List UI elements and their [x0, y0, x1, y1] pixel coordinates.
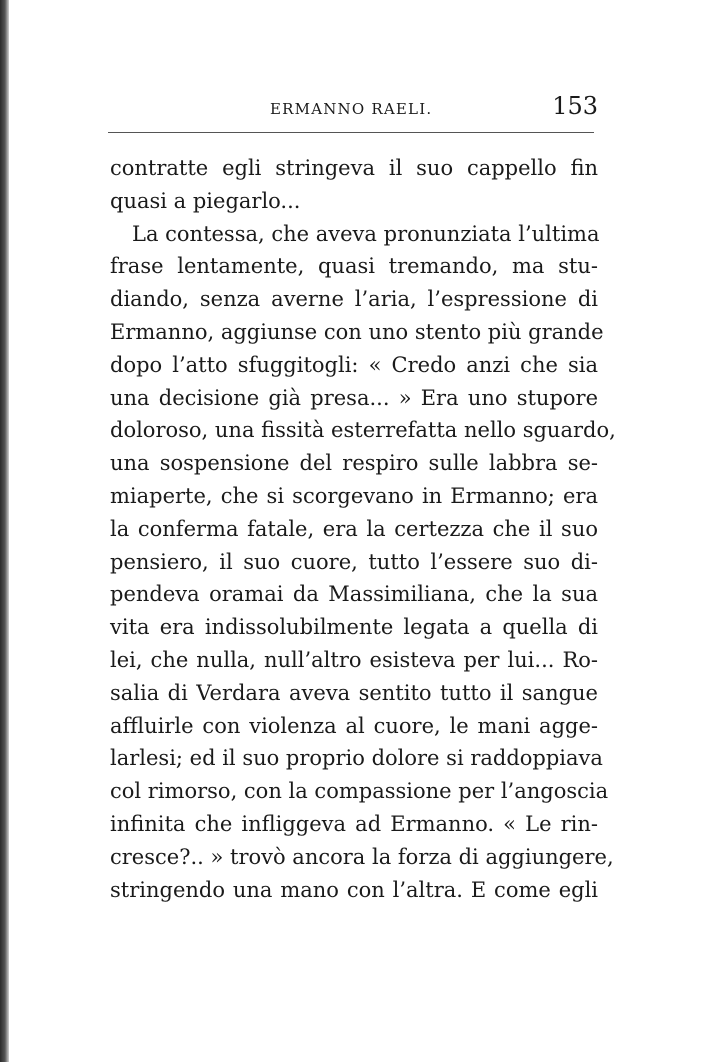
- text-line: lei, che nulla, null’altro esisteva per lui... Ro-: [110, 647, 598, 672]
- text-line: la conferma fatale, era la certezza che il suo: [110, 516, 598, 541]
- body-text: [110, 152, 616, 906]
- text-line: dopo l’atto sfuggitogli: « Credo anzi che sia: [110, 352, 598, 377]
- text-line: infinita che infliggeva ad Ermanno. « Le rin-: [110, 811, 598, 836]
- running-title: ERMANNO RAELI.: [270, 100, 433, 118]
- text-line: stringendo una mano con l’altra. E come egli: [110, 877, 598, 902]
- text-line: Ermanno, aggiunse con uno stento più grande: [110, 319, 604, 344]
- header-rule: [108, 132, 594, 133]
- text-line: quasi a piegarlo...: [110, 188, 301, 213]
- text-line: frase lentamente, quasi tremando, ma stu-: [110, 254, 598, 279]
- text-line: cresce?.. » trovò ancora la forza di aggiungere,: [110, 844, 614, 869]
- text-line: salia di Verdara aveva sentito tutto il sangue: [110, 680, 598, 705]
- text-line: una sospensione del respiro sulle labbra se-: [110, 451, 598, 476]
- text-line: una decisione già presa... » Era uno stupore: [110, 385, 598, 410]
- text-line: affluirle con violenza al cuore, le mani agge-: [110, 713, 598, 738]
- text-line: larlesi; ed il suo proprio dolore si raddoppiava: [110, 746, 603, 771]
- text-line: pensiero, il suo cuore, tutto l’essere suo di-: [110, 549, 598, 574]
- text-line: La contessa, che aveva pronunziata l’ultima: [132, 221, 600, 246]
- text-line: diando, senza averne l’aria, l’espressione di: [110, 287, 598, 312]
- text-line: vita era indissolubilmente legata a quella di: [110, 615, 598, 640]
- text-line: contratte egli stringeva il suo cappello fin: [110, 156, 598, 180]
- text-line: miaperte, che si scorgevano in Ermanno; era: [110, 483, 598, 508]
- running-head: [110, 92, 600, 126]
- text-line: col rimorso, con la compassione per l’angoscia: [110, 779, 609, 804]
- text-line: doloroso, una fissità esterrefatta nello sguardo,: [110, 418, 616, 443]
- page-number: 153: [552, 92, 598, 120]
- text-line: pendeva oramai da Massimiliana, che la sua: [110, 582, 598, 607]
